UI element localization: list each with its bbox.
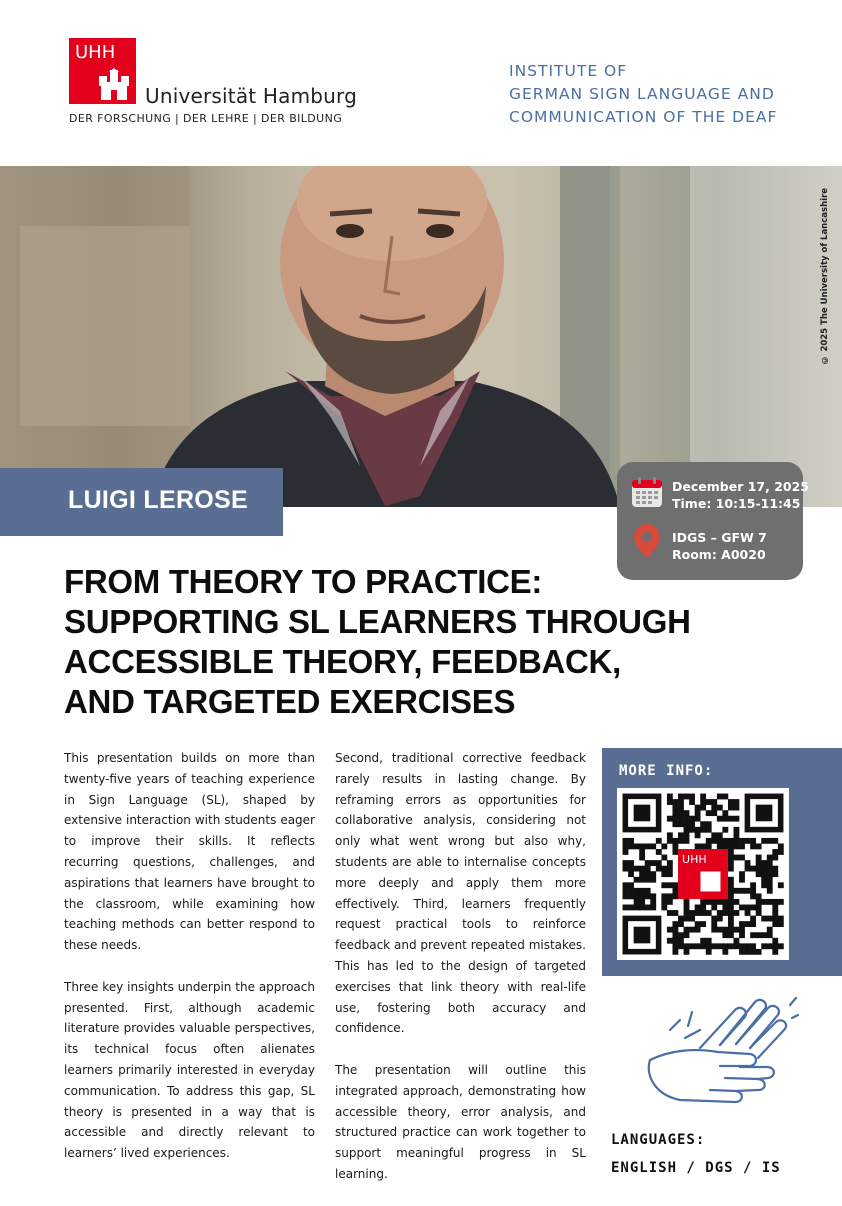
- abstract-paragraph: Second, traditional corrective feedback rarely results in lasting change. By reframing errors as opportunities for collaborative analysis, considering not only what went wrong but also why, students are able to internalise concepts more deeply and apply them more effectively. Third, learners frequently request practical tools to reinforce feedback and prevent repeated mistakes. This has led to the design of targeted exercises that link theory with real-life use, fostering both accuracy and confidence.: [335, 751, 586, 1036]
- speaker-photo: [0, 166, 842, 507]
- abstract-column-2: [335, 748, 586, 1206]
- languages-value: ENGLISH / DGS / IS: [611, 1160, 781, 1176]
- university-tagline: DER FORSCHUNG | DER LEHRE | DER BILDUNG: [69, 112, 343, 125]
- speaker-name-bar: [0, 468, 283, 536]
- title-line: SUPPORTING SL LEARNERS THROUGH: [64, 603, 691, 640]
- more-info-box: [602, 748, 842, 976]
- castle-icon: [99, 68, 129, 100]
- speaker-name: LUIGI LEROSE: [68, 486, 249, 514]
- institute-line: COMMUNICATION OF THE DEAF: [509, 108, 778, 126]
- logo-letters: UHH: [75, 42, 116, 63]
- event-location: [672, 529, 767, 563]
- event-venue: IDGS – GFW 7: [672, 530, 767, 545]
- qr-logo-letters: UHH: [682, 853, 707, 867]
- abstract-column-1: [64, 748, 315, 1185]
- event-time: Time: 10:15-11:45: [672, 496, 801, 511]
- languages-label: LANGUAGES:: [611, 1132, 706, 1148]
- university-logo: [69, 38, 136, 104]
- institute-name: [509, 60, 777, 129]
- event-room: Room: A0020: [672, 547, 766, 562]
- institute-line: INSTITUTE OF: [509, 62, 628, 80]
- qr-code-pattern: [617, 788, 789, 960]
- talk-title: [64, 562, 704, 722]
- calendar-icon: [631, 476, 663, 508]
- abstract-paragraph: This presentation builds on more than twenty-five years of teaching experience in Sign Language (SL), shaped by extensive interaction with students eager to improve their skills. It reflects recurring questions, challenges, and aspirations that learners have brought to the classroom, while examining how teaching methods can better respond to these needs.: [64, 751, 315, 953]
- institute-line: GERMAN SIGN LANGUAGE AND: [509, 85, 775, 103]
- more-info-label: MORE INFO:: [619, 763, 714, 779]
- title-line: AND TARGETED EXERCISES: [64, 683, 516, 720]
- event-date: December 17, 2025: [672, 479, 809, 494]
- qr-code[interactable]: [617, 788, 789, 960]
- title-line: ACCESSIBLE THEORY, FEEDBACK,: [64, 643, 621, 680]
- title-line: FROM THEORY TO PRACTICE:: [64, 563, 543, 600]
- photo-copyright: © 2025 The University of Lancashire: [820, 188, 830, 365]
- event-date-time: [672, 478, 809, 512]
- abstract-paragraph: The presentation will outline this integrated approach, demonstrating how accessible theory, error analysis, and structured practice can work together to support meaningful progress in SL learning.: [335, 1062, 586, 1181]
- abstract-paragraph: Three key insights underpin the approach presented. First, although academic literature provides valuable perspectives, its technical focus often alienates learners primarily interested in everyday communication. To address this gap, SL theory is presented in a way that is accessible and directly relevant to learners’ lived experiences.: [64, 979, 315, 1161]
- location-pin-icon: [634, 524, 660, 558]
- university-name: Universität Hamburg: [145, 84, 358, 108]
- signing-hands-icon: [640, 990, 800, 1110]
